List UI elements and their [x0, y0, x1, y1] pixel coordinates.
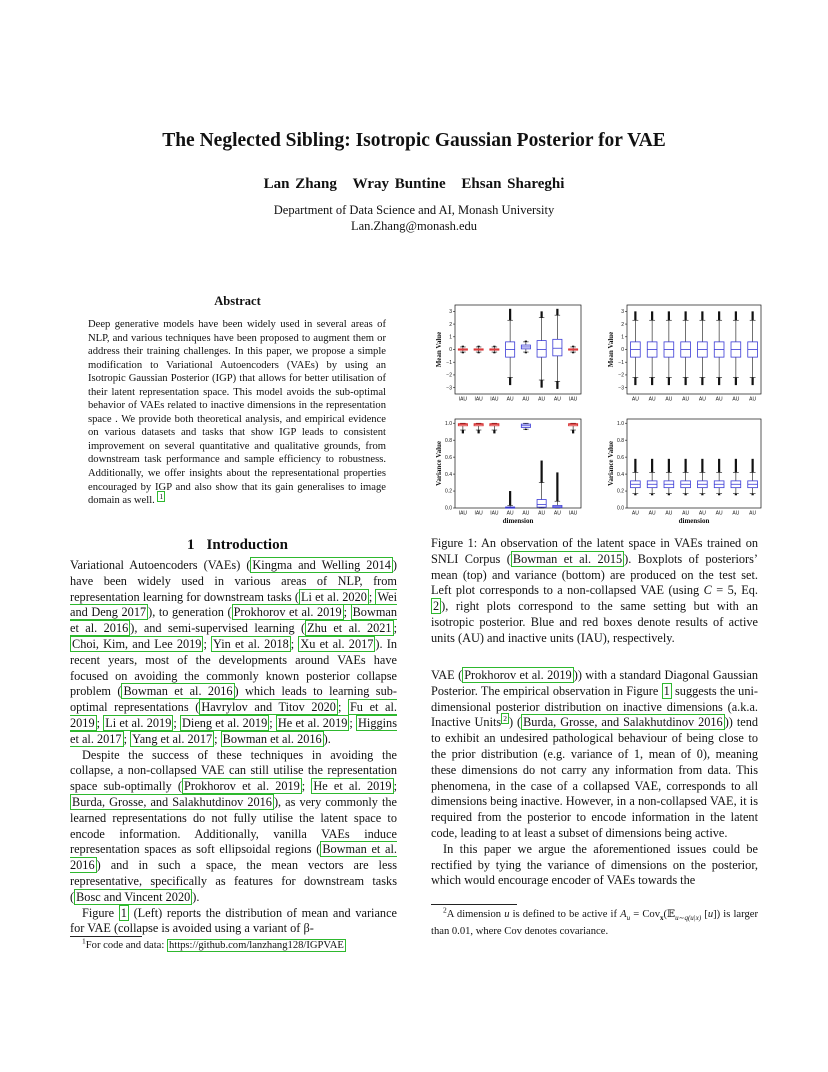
author-name: Lan Zhang — [263, 176, 337, 192]
boxplot-mean-collapsed — [425, 302, 585, 404]
section-title: Introduction — [206, 537, 288, 553]
author-name: Ehsan Shareghi — [461, 176, 565, 192]
y-tick-label: 0.0 — [617, 505, 624, 512]
x-tick-label: IAU — [458, 510, 468, 517]
text: ) and in such a space, the mean vectors are less representative, specifically as features for downstream tasks ( — [70, 858, 397, 904]
y-tick-label: 3 — [621, 309, 624, 316]
y-tick-label: 0.4 — [445, 471, 452, 478]
text: ; — [343, 605, 351, 620]
citation-link[interactable]: Higgins et al. 2017 — [70, 715, 397, 746]
box — [553, 339, 562, 356]
y-tick-label: 0.0 — [445, 505, 452, 512]
math-subscript: u — [626, 914, 631, 923]
text: Variational Autoencoders (VAEs) ( — [70, 558, 251, 572]
citation-link[interactable]: Li et al. 2020 — [300, 589, 367, 604]
right-paragraph-2: In this paper we argue the aforementioned issues could be rectified by tying the variance of dimensions on the posterior, which would encourage encoder of VAEs towards the — [431, 841, 758, 888]
footnote-2 — [431, 905, 758, 938]
figure-ref-link[interactable]: 1 — [120, 905, 127, 920]
citation-link[interactable]: Prokhorov et al. 2019 — [184, 779, 300, 794]
math-symbol: A — [620, 909, 627, 920]
abstract-text: Deep generative models have been widely used in several areas of NLP, and various techniques have been proposed to augment them or address their training challenges. In this paper, we propose a simple modification to Variational Autoencoders (VAEs) by using an Isotropic Gaussian Posterior (IGP) that allows for better utilisation of their latent representation space. This model avoids the sub-optimal behavior of VAEs related to inactive dimensions in the representation space . We provide both theoretical analysis, and empirical evidence on various datasets and tasks that show IGP leads to consistent improvement on several quantitative and qualitative grounds, from downstream task performance and sample efficiency to robustness. Additionally, we offer insights about the representational properties encouraged by IGP and also show that its gain generalises to image domain as well. — [88, 319, 386, 507]
x-tick-label: AU — [648, 396, 656, 403]
text: [ — [701, 909, 708, 920]
affiliation-block — [0, 202, 828, 234]
section-number: 1 — [187, 537, 195, 553]
citation-link[interactable]: Li et al. 2019 — [105, 715, 172, 730]
text: Figure 1: An observation of the latent space in VAEs trained on SNLI Corpus ( — [431, 536, 758, 566]
x-tick-label: AU — [522, 396, 530, 403]
y-tick-label: 0.6 — [445, 454, 452, 461]
right-paragraph-1 — [431, 668, 758, 842]
x-tick-label: AU — [506, 396, 514, 403]
math-symbol: u — [504, 909, 510, 920]
citation-link[interactable]: Wei and Deng 2017 — [70, 589, 397, 620]
citation-link[interactable]: Fu et al. 2019 — [70, 700, 397, 730]
abstract-heading: Abstract — [214, 294, 261, 308]
text: ; — [290, 636, 299, 651]
text: ; — [123, 731, 131, 746]
x-tick-label: AU — [631, 510, 639, 517]
email: Lan.Zhang@monash.edu — [350, 219, 478, 233]
figure-caption — [431, 536, 758, 647]
citation-link[interactable]: He et al. 2019 — [313, 779, 392, 794]
text: ; — [214, 731, 221, 746]
text: )) with a standard Diagonal Gaussian Posterior. The empirical observation in Figure — [431, 668, 759, 698]
x-tick-label: AU — [682, 396, 690, 403]
citation-link[interactable]: Bowman et al. 2016 — [123, 684, 233, 699]
citation-link[interactable]: Yin et al. 2018 — [213, 636, 289, 651]
text: is defined to be active if — [509, 909, 621, 920]
x-tick-label: AU — [538, 396, 546, 403]
text: ), as very commonly the learned representations do not fully utilise the latent space to encode information. Additionally, vanilla VAEs induce representation spaces as soft ellipsoidal regions ( — [70, 794, 398, 857]
x-axis-label: dimension — [502, 517, 534, 525]
x-tick-label: IAU — [474, 396, 483, 403]
code-url-link[interactable]: https://github.com/lanzhang128/IGPVAE — [168, 940, 344, 951]
y-tick-label: 2 — [449, 321, 452, 328]
citation-link[interactable]: Havrylov and Titov 2020 — [201, 700, 336, 715]
y-tick-label: 1.0 — [617, 420, 624, 427]
text: (𝔼 — [663, 909, 676, 920]
y-tick-label: 0.6 — [617, 454, 624, 461]
boxplot-mean-isotropic — [597, 302, 765, 404]
text: ). — [323, 731, 331, 746]
x-tick-label: AU — [732, 510, 740, 517]
intro-paragraph-3 — [70, 906, 397, 938]
math-subscript: u∼q(u|x) — [675, 914, 702, 923]
citation-link[interactable]: Zhu et al. 2021 — [307, 621, 392, 636]
y-tick-label: −2 — [446, 372, 452, 379]
text: ). Boxplots of posteriors’ mean (top) and variance (bottom) are produced on the test set. Left plot corresponds to a non-collapsed VAE (using — [431, 551, 758, 598]
text: A dimension — [446, 909, 505, 920]
y-tick-label: 0.4 — [617, 471, 624, 478]
citation-link[interactable]: Xu et al. 2017 — [300, 636, 374, 651]
figure-ref-link[interactable]: 1 — [663, 683, 670, 698]
author-list — [0, 176, 828, 193]
y-tick-label: −2 — [618, 372, 624, 379]
footnote-mark: 2 — [443, 905, 447, 915]
y-axis-label: Variance Value — [435, 440, 443, 487]
x-tick-label: AU — [715, 396, 723, 403]
x-tick-label: AU — [698, 396, 706, 403]
x-tick-label: AU — [749, 396, 757, 403]
y-tick-label: −1 — [618, 359, 624, 366]
y-tick-label: 0 — [449, 347, 452, 354]
x-tick-label: IAU — [458, 396, 468, 403]
y-tick-label: 0.8 — [617, 437, 624, 444]
section-heading-introduction — [70, 537, 405, 554]
text: ; — [203, 636, 212, 651]
text: ), to generation ( — [148, 605, 232, 620]
text: ; — [269, 715, 276, 730]
math-subscript: x — [660, 914, 664, 923]
text: = 5, Eq. — [711, 583, 758, 598]
x-tick-label: AU — [631, 396, 639, 403]
text: ; — [349, 715, 357, 730]
y-tick-label: 1.0 — [445, 420, 452, 427]
x-tick-label: AU — [732, 396, 740, 403]
citation-link[interactable]: Kingma and Welling 2014 — [252, 558, 391, 572]
text: ; — [393, 621, 397, 636]
text: ). In recent years, most of the developments around VAEs have focused on avoiding the commonly known posterior collapse problem ( — [70, 636, 397, 699]
y-tick-label: −3 — [618, 385, 624, 392]
author-name: Wray Buntine — [352, 176, 446, 192]
text: ) which leads to learning sub-optimal representations ( — [70, 684, 397, 715]
citation-link[interactable]: He et al. 2019 — [277, 715, 348, 730]
intro-paragraph-1 — [70, 558, 397, 748]
footnote-ref[interactable]: 1 — [159, 491, 164, 501]
citation-link[interactable]: Prokhorov et al. 2019 — [464, 668, 572, 682]
plot-frame — [455, 419, 581, 508]
y-tick-label: 0.2 — [617, 488, 624, 495]
y-tick-label: 1 — [449, 334, 452, 341]
y-tick-label: 0 — [621, 347, 624, 354]
y-tick-label: −3 — [446, 385, 452, 392]
x-tick-label: AU — [538, 510, 546, 517]
x-tick-label: AU — [553, 510, 561, 517]
boxplot-variance-isotropic — [597, 416, 765, 528]
footnote-text: For code and data: — [85, 940, 167, 951]
right-column — [431, 668, 758, 889]
abstract-body — [88, 318, 386, 508]
x-tick-label: IAU — [568, 396, 578, 403]
box — [537, 500, 546, 508]
footnote-rule — [70, 936, 142, 937]
text: ; — [337, 700, 348, 715]
intro-paragraph-2 — [70, 748, 397, 906]
x-tick-label: AU — [648, 510, 656, 517]
text: = Cov — [630, 909, 660, 920]
citation-link[interactable]: Bowman et al. 2016 — [70, 842, 398, 873]
y-axis-label: Mean Value — [607, 331, 615, 368]
x-tick-label: AU — [715, 510, 723, 517]
x-tick-label: AU — [553, 396, 561, 403]
text: ) ( — [508, 715, 522, 730]
text: ; — [173, 715, 181, 730]
citation-link[interactable]: Bowman et al. 2015 — [512, 551, 623, 566]
boxplot-variance-collapsed — [425, 416, 585, 528]
citation-link[interactable]: Bosc and Vincent 2020 — [76, 889, 191, 904]
footnote-ref[interactable]: 2 — [503, 714, 507, 724]
text: ). — [192, 889, 200, 904]
math-symbol: C — [703, 583, 712, 598]
y-tick-label: 2 — [621, 321, 624, 328]
affiliation: Department of Data Science and AI, Monash University — [273, 203, 555, 217]
citation-link[interactable]: Bowman et al. 2016 — [70, 605, 397, 636]
text: (Left) reports the distribution of mean and variance for VAE (collapse is avoided using a variant of β- — [70, 905, 397, 936]
left-column — [70, 558, 397, 937]
text: VAE ( — [431, 668, 463, 682]
citation-link[interactable]: Bowman et al. 2016 — [222, 731, 322, 746]
x-tick-label: IAU — [568, 510, 578, 517]
math-symbol: u — [707, 909, 714, 920]
footnote-mark: 1 — [82, 936, 86, 946]
y-tick-label: 3 — [449, 309, 452, 316]
citation-link[interactable]: Burda, Grosse, and Salakhutdinov 2016 — [523, 715, 723, 730]
text: Despite the success of these techniques in avoiding the collapse, a non-collapsed VAE can still utilise the representation space sub-optimally ( — [70, 747, 397, 794]
x-tick-label: AU — [665, 510, 673, 517]
x-tick-label: IAU — [490, 510, 499, 517]
x-tick-label: AU — [749, 510, 757, 517]
x-axis-label: dimension — [678, 517, 710, 525]
y-tick-label: 0.2 — [445, 488, 452, 495]
paper-title: The Neglected Sibling: Isotropic Gaussian Posterior for VAE — [162, 130, 666, 151]
text: )) tend to exhibit an undesired pathological behaviour of being close to the prior distribution (e.g. variance of 1, mean of 0), meaning these dimensions do not carry any information from data. This phenomena, in the case of a collapsed VAE, corresponds to all dimensions being inactive. However, in a non-collapsed VAE, it is required from the posterior to encode information in the latent code, leading to at least a subset of dimensions being active. — [431, 715, 759, 840]
y-tick-label: 1 — [621, 334, 624, 341]
text: ; — [368, 589, 376, 604]
x-tick-label: AU — [506, 510, 514, 517]
citation-link[interactable]: Choi, Kim, and Lee 2019 — [72, 636, 202, 651]
citation-link[interactable]: Dieng et al. 2019 — [182, 715, 268, 730]
text: ]) is larger than 0.01, where Cov denotes covariance. — [431, 909, 758, 938]
x-tick-label: AU — [682, 510, 690, 517]
text: ) have been widely used in various areas of NLP, from representation learning for downstream tasks ( — [70, 558, 397, 604]
x-tick-label: AU — [698, 510, 706, 517]
y-tick-label: −1 — [446, 359, 452, 366]
y-axis-label: Variance Value — [607, 440, 615, 487]
text: Figure — [82, 905, 119, 920]
citation-link[interactable]: Prokhorov et al. 2019 — [233, 605, 342, 620]
text: ), and semi-supervised learning ( — [130, 621, 306, 636]
y-axis-label: Mean Value — [435, 331, 443, 368]
equation-ref-link[interactable]: 2 — [433, 599, 440, 614]
citation-link[interactable]: Yang et al. 2017 — [132, 731, 213, 746]
text: ; — [301, 779, 312, 794]
text: suggests the uni-dimensional posterior distribution on inactive dimensions (a.k.a. Inactive Units — [431, 683, 758, 730]
y-tick-label: 0.8 — [445, 437, 452, 444]
text: ), right plots correspond to the same setting but with an isotropic posterior. Blue and red boxes denote results of active units (AU) and inactive units (IAU), respectively. — [431, 599, 758, 645]
x-tick-label: IAU — [490, 396, 499, 403]
x-tick-label: AU — [665, 396, 673, 403]
citation-link[interactable]: Burda, Grosse, and Salakhutdinov 2016 — [72, 794, 272, 809]
x-tick-label: IAU — [474, 510, 483, 517]
text: ; — [96, 715, 104, 730]
figure-1 — [425, 302, 765, 528]
footnote-1 — [82, 936, 402, 952]
plot-frame — [627, 419, 761, 508]
text: ; — [393, 779, 397, 794]
x-tick-label: AU — [522, 510, 530, 517]
box — [537, 341, 546, 358]
